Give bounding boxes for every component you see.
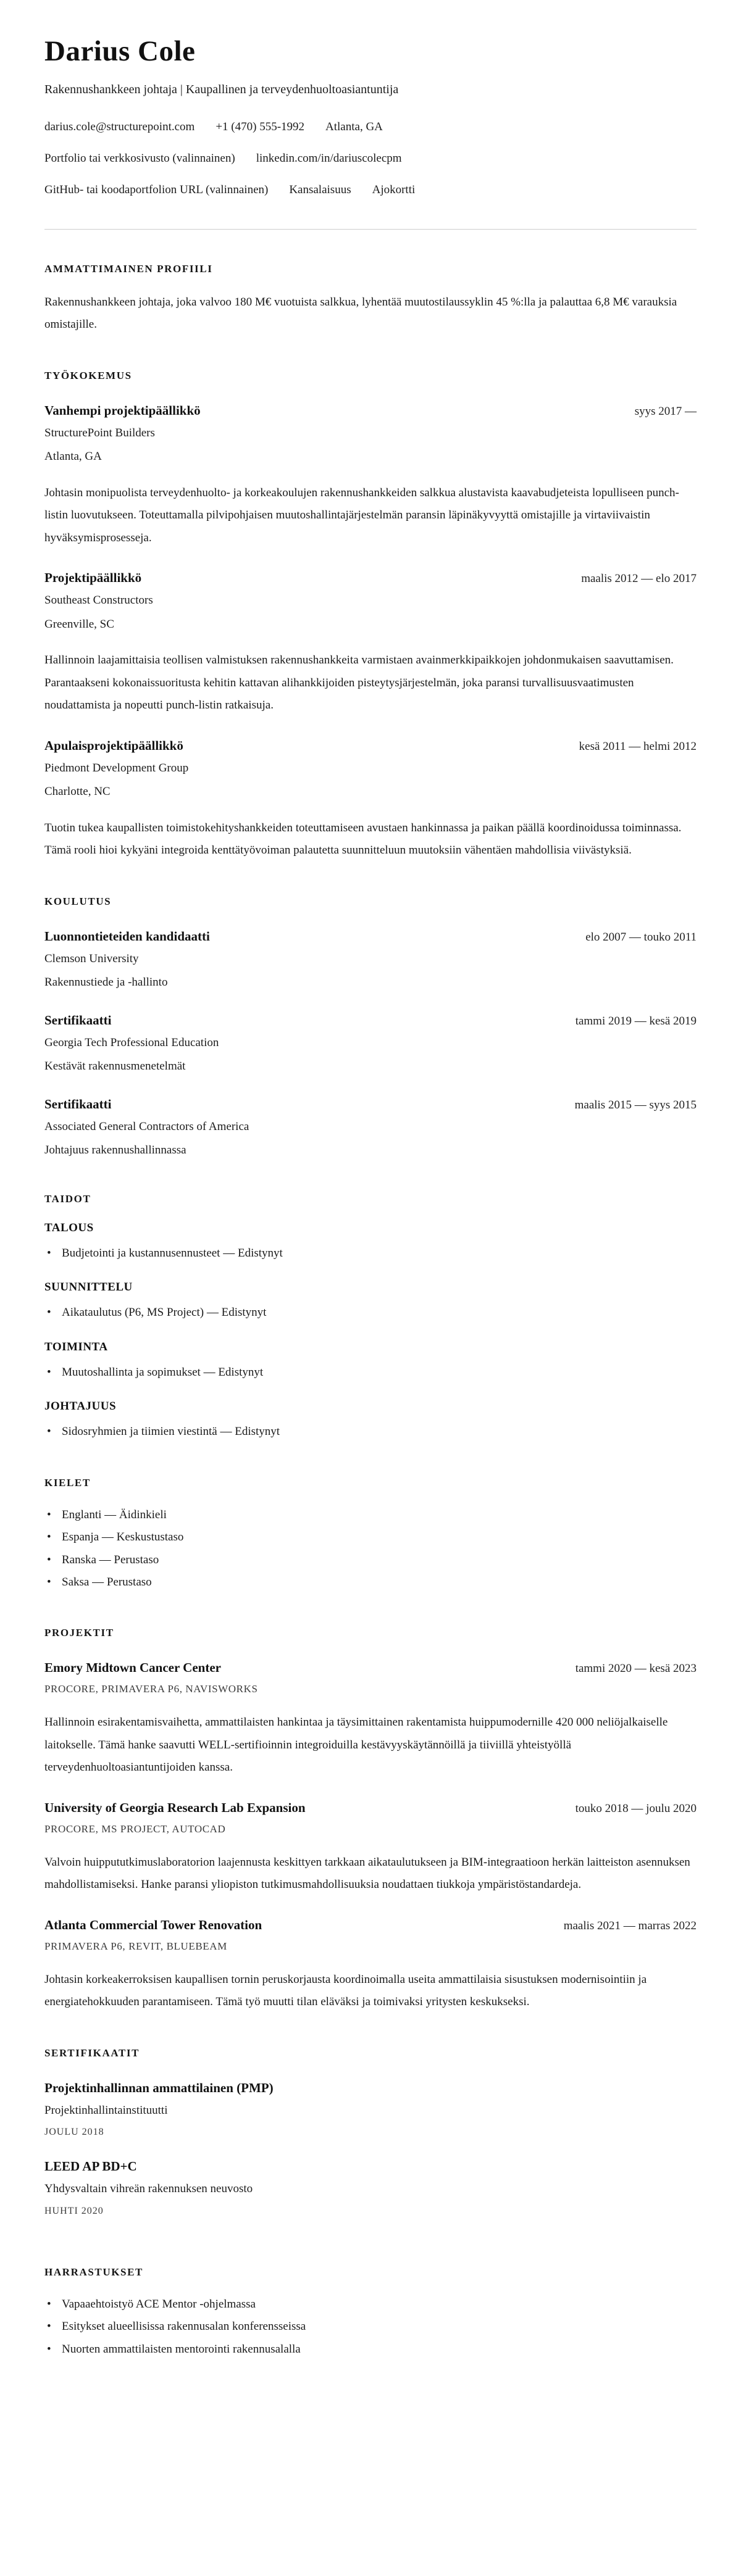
job-location: Charlotte, NC <box>44 785 111 799</box>
person-name: Darius Cole <box>44 35 196 67</box>
job-entry <box>44 570 697 717</box>
certification-date: HUHTI 2020 <box>44 2205 104 2216</box>
project-description: Hallinnoin esirakentamisvaihetta, ammattilaisten hankintaa ja täysimittainen rakentamista huippumodernille 420 000 neliöjalkaiselle laitokselle. Tämä hanke saavutti WELL-sertifioinnin integroiduilla kestävyyskäytännöillä ja tiiviillä yhteistyöllä terveydenhuoltoasiantuntijoiden kanssa. <box>44 1716 668 1774</box>
job-description: Johtasin monipuolista terveydenhuolto- ja korkeakoulujen rakennushankkeiden salkkua alustavista kaavabudjeteista lopulliseen punch-listin luovutukseen. Toteuttamalla pilvipohjaisen muutoshallintajärjestelmän paransin läpinäkyvyyttä omistajille ja virtaviivaistin hyväksymisprosesseja. <box>44 486 679 544</box>
education-field: Rakennustiede ja -hallinto <box>44 976 168 989</box>
job-entry <box>44 403 697 549</box>
skill-group-list <box>44 1361 697 1384</box>
education-school: Associated General Contractors of America <box>44 1120 249 1133</box>
contact-github-link[interactable]: GitHub- tai koodaportfolion URL (valinnainen) <box>44 183 269 196</box>
job-entry <box>44 738 697 862</box>
education-school: Georgia Tech Professional Education <box>44 1036 219 1049</box>
certification-name: LEED AP BD+C <box>44 2159 137 2174</box>
certification-entry <box>44 2159 697 2217</box>
project-header <box>44 1800 697 1816</box>
education-entry <box>44 1013 697 1076</box>
hobby-item: • Esitykset alueellisissa rakennusalan konferensseissa <box>44 2316 697 2338</box>
project-dates: touko 2018 — joulu 2020 <box>575 1801 697 1815</box>
contact-row-3 <box>44 183 697 197</box>
job-description: Hallinnoin laajamittaisia teollisen valmistuksen rakennushankkeita varmistaen avainmerkkipaikkojen johdonmukaisen saavuttamisen. Parantaakseni kokonaissuoritusta kehitin kattavan alihankkijoiden pisteytysjärjestelmän, joka paransi turvallisuusvaatimusten noudattamista ja nopeutti punch-listin ratkaisuja. <box>44 654 674 712</box>
job-title: Projektipäällikkö <box>44 570 142 586</box>
project-entry <box>44 1917 697 2014</box>
job-header <box>44 403 697 418</box>
experience-heading: TYÖKOKEMUS <box>44 369 132 381</box>
project-tools: PRIMAVERA P6, REVIT, BLUEBEAM <box>44 1940 227 1952</box>
job-header <box>44 738 697 754</box>
skill-item: • Muutoshallinta ja sopimukset — Edistynyt <box>44 1361 697 1384</box>
section-profile <box>44 263 697 336</box>
projects-heading: PROJEKTIT <box>44 1627 114 1639</box>
languages-list <box>44 1504 697 1594</box>
job-title: Vanhempi projektipäällikkö <box>44 402 201 418</box>
skill-item: • Aikataulutus (P6, MS Project) — Edistynyt <box>44 1302 697 1324</box>
section-projects <box>44 1627 697 2013</box>
section-experience <box>44 370 697 862</box>
section-skills <box>44 1193 697 1444</box>
profile-text: Rakennushankkeen johtaja, joka valvoo 180 M€ vuotuista salkkua, lyhentää muutostilaussyklin 45 %:lla ja palauttaa 6,8 M€ varauksia omistajille. <box>44 296 677 331</box>
person-title: Rakennushankkeen johtaja | Kaupallinen ja terveydenhuoltoasiantuntija <box>44 83 399 96</box>
job-description: Tuotin tukea kaupallisten toimistokehityshankkeiden toteuttamiseen avustaen hankinnassa ja paikan päällä koordinoidussa toiminnassa. Tämä rooli hioi kykyäni integroida kenttätyövoiman palautetta suunnitteluun muutoksiin vähentäen mahdollisia viivästyksiä. <box>44 821 682 857</box>
language-item: • Ranska — Perustaso <box>44 1549 697 1571</box>
section-languages <box>44 1477 697 1594</box>
job-location: Atlanta, GA <box>44 450 102 463</box>
education-header <box>44 1013 697 1028</box>
skill-item: • Budjetointi ja kustannusennusteet — Edistynyt <box>44 1242 697 1265</box>
contact-email[interactable]: darius.cole@structurepoint.com <box>44 120 195 133</box>
profile-heading: AMMATTIMAINEN PROFIILI <box>44 263 213 275</box>
project-tools: PROCORE, MS PROJECT, AUTOCAD <box>44 1822 226 1835</box>
language-item: • Espanja — Keskustustaso <box>44 1526 697 1548</box>
certifications-heading: SERTIFIKAATIT <box>44 2046 140 2059</box>
project-tools: PROCORE, PRIMAVERA P6, NAVISWORKS <box>44 1683 258 1695</box>
job-dates: maalis 2012 — elo 2017 <box>581 572 697 586</box>
hobby-item: • Nuorten ammattilaisten mentorointi rakennusalalla <box>44 2338 697 2361</box>
section-education <box>44 895 697 1160</box>
hobbies-heading: HARRASTUKSET <box>44 2266 143 2278</box>
education-school: Clemson University <box>44 952 139 965</box>
project-name: Atlanta Commercial Tower Renovation <box>44 1917 262 1932</box>
education-entry <box>44 929 697 992</box>
project-dates: maalis 2021 — marras 2022 <box>563 1919 697 1932</box>
project-description: Valvoin huippututkimuslaboratorion laajennusta keskittyen tarkkaan aikataulutukseen ja BIM-integraatioon herkän laitteiston asennuksen mahdollistamiseksi. Hanke paransi yliopiston tutkimusmahdollisuuksia noudattaen tiukkoja ympäristöstandardeja. <box>44 1855 690 1892</box>
spacer <box>44 2217 697 2233</box>
job-location: Greenville, SC <box>44 617 114 631</box>
project-description: Johtasin korkeakerroksisen kaupallisen tornin peruskorjausta koordinoimalla useita ammattilaisia sisustuksen modernisointiin ja energiatehokkuuden parantamiseen. Tämä työ muutti tilan eläväksi ja toimivaksi yritysten keskukseksi. <box>44 1972 647 2009</box>
project-entry <box>44 1660 697 1779</box>
certification-name: Projektinhallinnan ammattilainen (PMP) <box>44 2080 274 2095</box>
contact-row-2 <box>44 152 697 165</box>
job-company: StructurePoint Builders <box>44 426 155 439</box>
project-dates: tammi 2020 — kesä 2023 <box>575 1662 697 1676</box>
education-entry <box>44 1097 697 1160</box>
skill-group-list <box>44 1242 697 1265</box>
job-dates: syys 2017 — <box>634 404 697 418</box>
skill-item: • Sidosryhmien ja tiimien viestintä — Edistynyt <box>44 1421 697 1443</box>
contact-citizenship: Kansalaisuus <box>289 183 351 196</box>
hobby-item: • Vapaaehtoistyö ACE Mentor -ohjelmassa <box>44 2293 697 2316</box>
job-title: Apulaisprojektipäällikkö <box>44 737 183 753</box>
education-degree: Sertifikaatti <box>44 1012 112 1028</box>
skill-group-name: JOHTAJUUS <box>44 1400 117 1413</box>
contact-row-1 <box>44 120 697 134</box>
education-degree: Sertifikaatti <box>44 1096 112 1111</box>
resume-header <box>44 35 697 197</box>
languages-heading: KIELET <box>44 1476 91 1489</box>
education-field: Kestävät rakennusmenetelmät <box>44 1060 186 1073</box>
education-field: Johtajuus rakennushallinnassa <box>44 1144 186 1157</box>
education-dates: maalis 2015 — syys 2015 <box>574 1098 697 1111</box>
project-name: University of Georgia Research Lab Expansion <box>44 1800 306 1815</box>
certification-date: JOULU 2018 <box>44 2127 104 2138</box>
education-header <box>44 929 697 944</box>
skill-group-name: TALOUS <box>44 1221 94 1234</box>
skill-group-list <box>44 1302 697 1324</box>
section-certifications <box>44 2047 697 2217</box>
job-dates: kesä 2011 — helmi 2012 <box>579 739 697 753</box>
skill-group-name: SUUNNITTELU <box>44 1281 133 1294</box>
education-dates: elo 2007 — touko 2011 <box>585 930 697 944</box>
skill-group-list <box>44 1421 697 1443</box>
contact-linkedin-link[interactable]: linkedin.com/in/dariuscolecpm <box>256 152 402 165</box>
certification-org: Yhdysvaltain vihreän rakennuksen neuvosto <box>44 2182 253 2196</box>
hobbies-list <box>44 2293 697 2361</box>
project-header <box>44 1917 697 1933</box>
skills-heading: TAIDOT <box>44 1192 91 1205</box>
header-divider <box>44 229 697 230</box>
contact-phone: +1 (470) 555-1992 <box>216 120 305 133</box>
section-hobbies <box>44 2266 697 2361</box>
project-name: Emory Midtown Cancer Center <box>44 1660 221 1676</box>
job-header <box>44 570 697 586</box>
project-header <box>44 1660 697 1676</box>
contact-portfolio-link[interactable]: Portfolio tai verkkosivusto (valinnainen) <box>44 152 235 165</box>
education-dates: tammi 2019 — kesä 2019 <box>575 1014 697 1028</box>
contact-drivers-license: Ajokortti <box>372 183 416 196</box>
education-header <box>44 1097 697 1112</box>
certification-org: Projektinhallintainstituutti <box>44 2103 168 2117</box>
language-item: • Englanti — Äidinkieli <box>44 1504 697 1526</box>
education-heading: KOULUTUS <box>44 895 112 907</box>
language-item: • Saksa — Perustaso <box>44 1571 697 1593</box>
skill-group-name: TOIMINTA <box>44 1340 108 1353</box>
project-entry <box>44 1800 697 1897</box>
contact-location: Atlanta, GA <box>325 120 383 133</box>
job-company: Piedmont Development Group <box>44 761 189 775</box>
job-company: Southeast Constructors <box>44 594 153 607</box>
certification-entry <box>44 2080 697 2138</box>
education-degree: Luonnontieteiden kandidaatti <box>44 928 210 944</box>
